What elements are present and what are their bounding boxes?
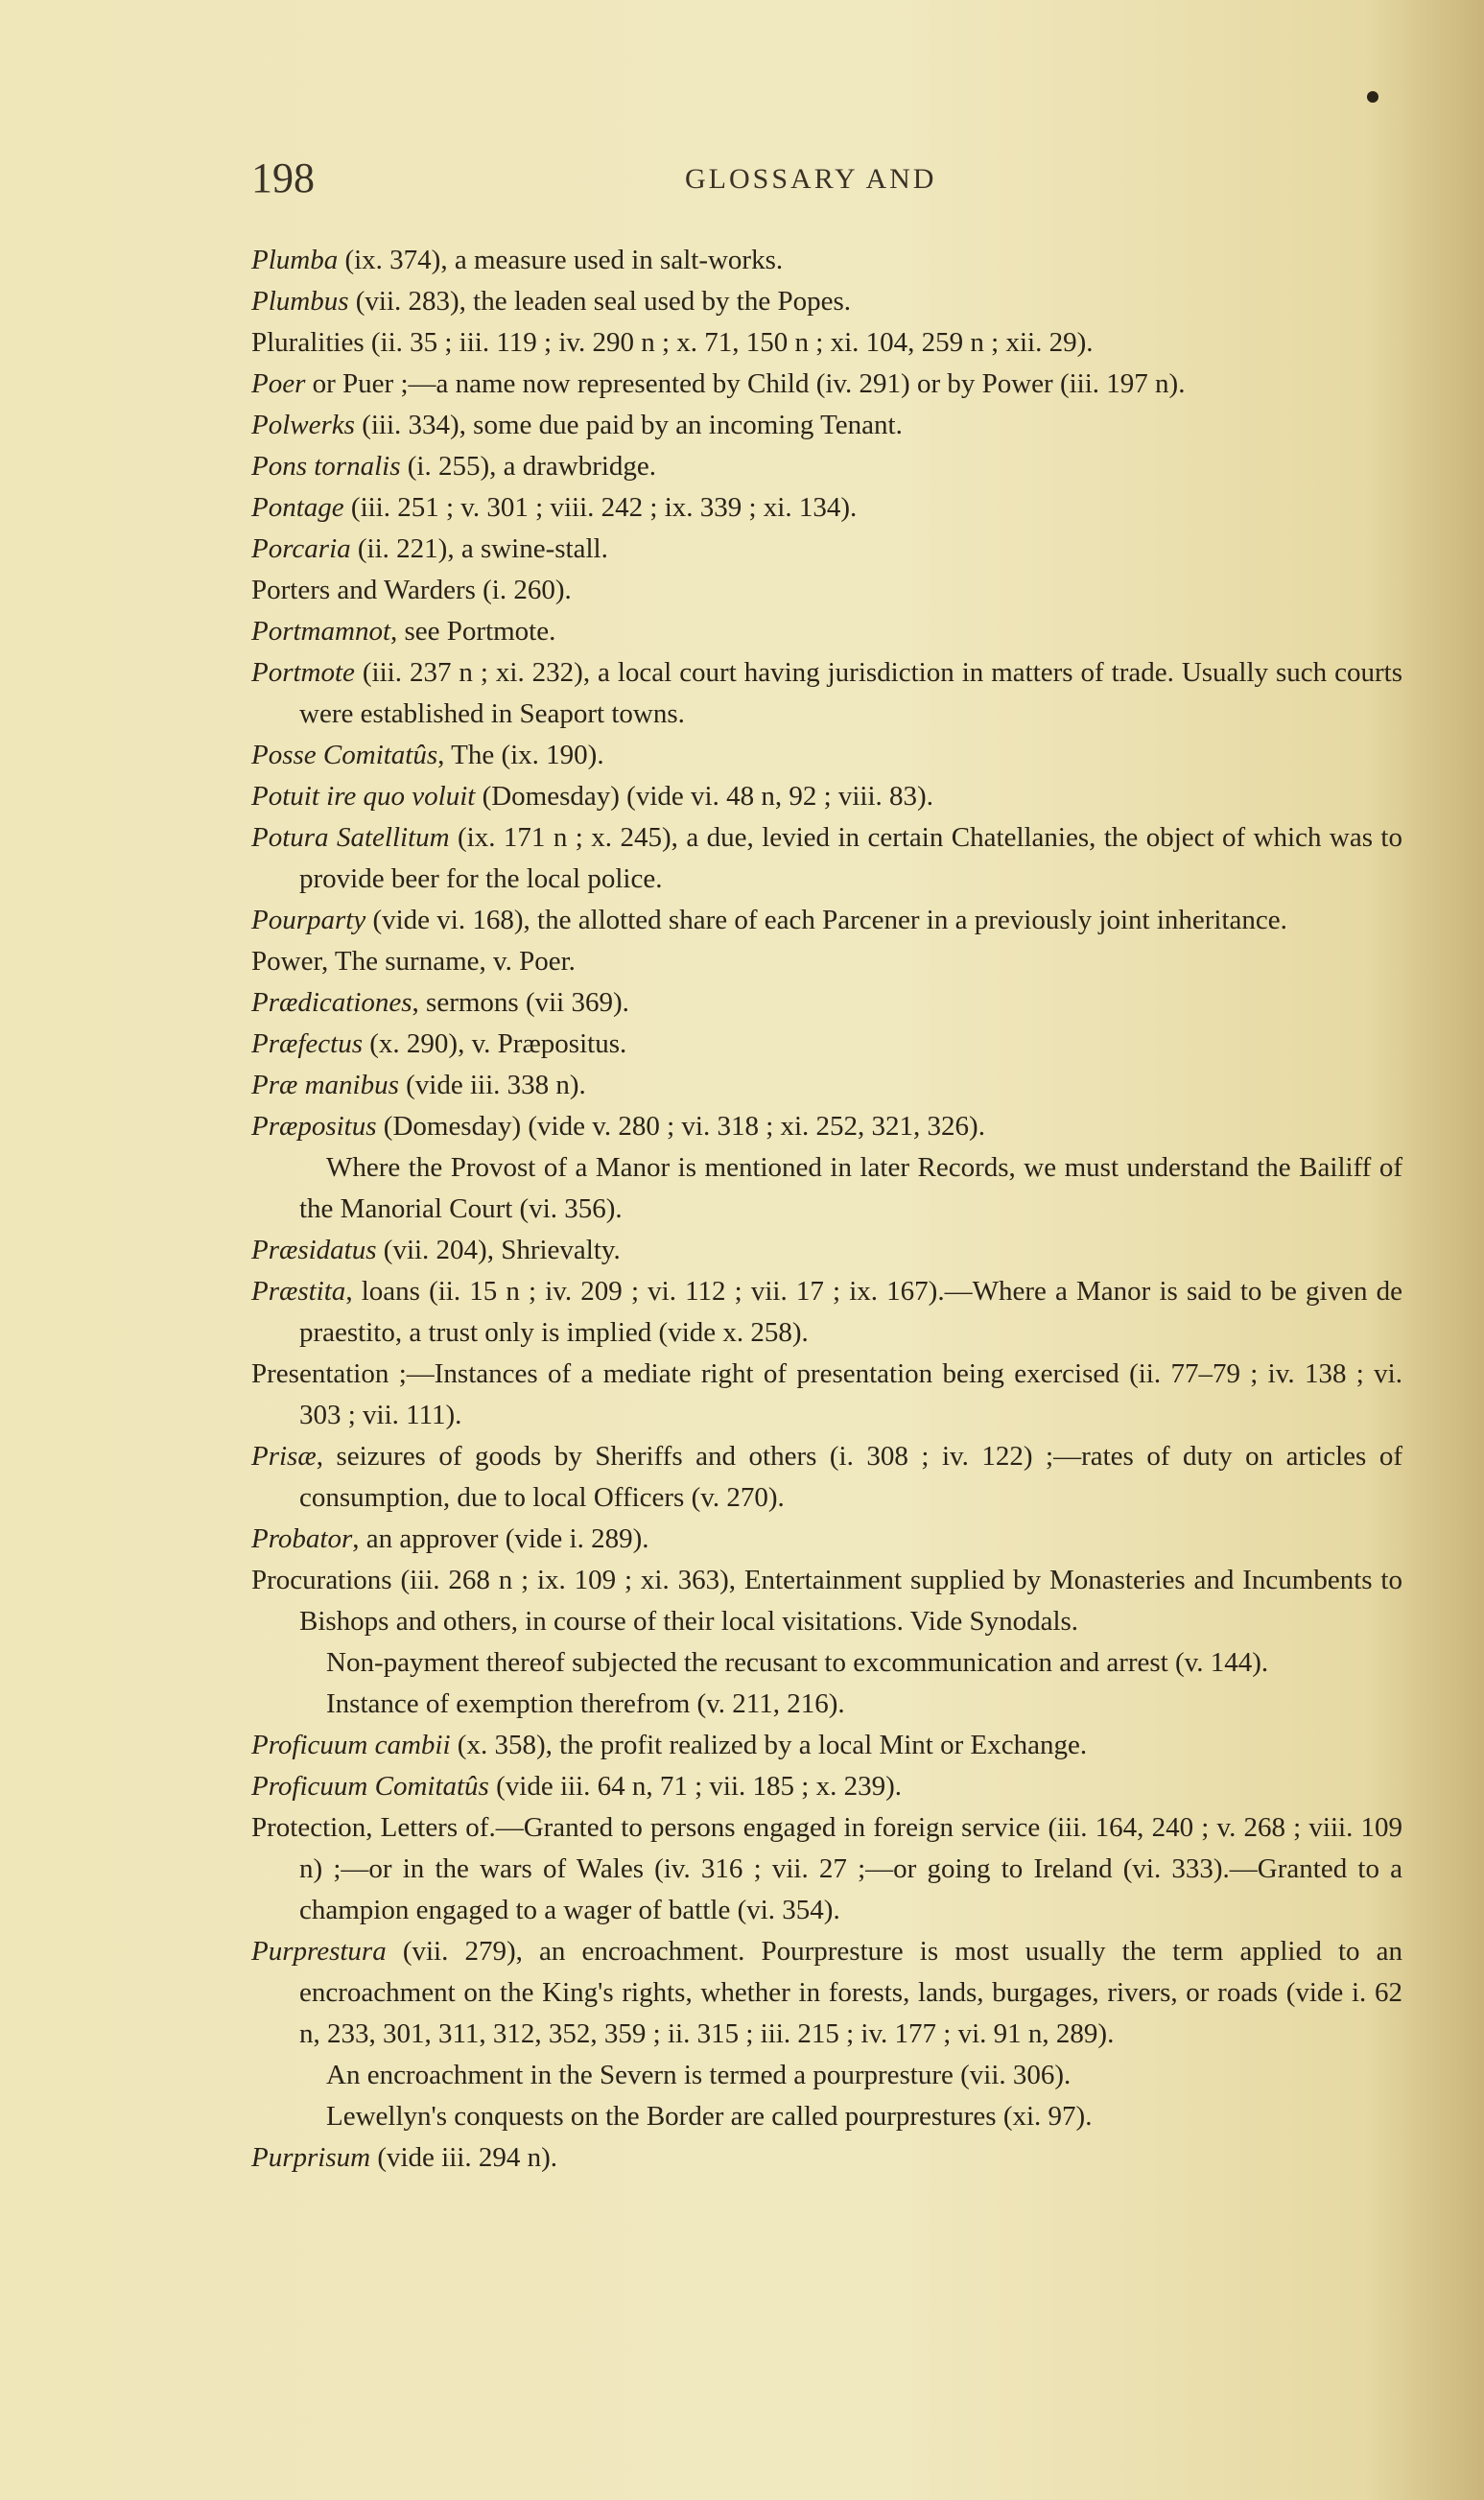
entry-term: Purprisum	[251, 2142, 371, 2173]
entry-text: Presentation ;—Instances of a mediate right of presentation being exercised (ii. 77–79 ; iv. 138 ; vi. 303 ; vii. 111).	[251, 1358, 1402, 1430]
glossary-entry	[251, 1725, 1402, 1766]
glossary-entry	[251, 1024, 1402, 1065]
glossary-subentry	[251, 1642, 1402, 1684]
glossary-entry	[251, 1065, 1402, 1106]
entry-term: Præ manibus	[251, 1070, 399, 1100]
entry-text: , seizures of goods by Sheriffs and others (i. 308 ; iv. 122) ;—rates of duty on articles of consumption, due to local Officers (v. 270).	[299, 1441, 1402, 1513]
glossary-entry	[251, 1271, 1402, 1354]
glossary-entry	[251, 487, 1402, 529]
entry-text: (Domesday) (vide v. 280 ; vi. 318 ; xi. 252, 321, 326).	[376, 1111, 985, 1142]
glossary-entry	[251, 364, 1402, 405]
entry-term: Proficuum Comitatûs	[251, 1771, 489, 1802]
glossary-entry	[251, 1931, 1402, 2055]
entry-text: (vii. 283), the leaden seal used by the Popes.	[348, 286, 851, 317]
entry-text: , loans (ii. 15 n ; iv. 209 ; vi. 112 ; vii. 17 ; ix. 167).—Where a Manor is said to be given de praestito, a trust only is implied (vide x. 258).	[299, 1276, 1402, 1348]
page-number: 198	[251, 154, 315, 201]
glossary-entry	[251, 1354, 1402, 1436]
running-head: GLOSSARY AND	[685, 163, 937, 195]
entry-term: Pourparty	[251, 905, 366, 935]
entry-text: (ix. 171 n ; x. 245), a due, levied in certain Chatellanies, the object of which was to provide beer for the local police.	[299, 822, 1402, 894]
glossary-entry	[251, 446, 1402, 487]
glossary-entry	[251, 281, 1402, 322]
glossary-entry	[251, 941, 1402, 982]
glossary-subentry	[251, 1684, 1402, 1725]
entry-text: (iii. 251 ; v. 301 ; viii. 242 ; ix. 339 ; xi. 134).	[343, 492, 858, 523]
ink-dot	[1367, 91, 1378, 103]
entry-text: (vide iii. 294 n).	[370, 2142, 557, 2173]
entry-text: Instance of exemption therefrom (v. 211, 216).	[326, 1688, 845, 1719]
entry-text: Power, The surname, v. Poer.	[251, 946, 576, 977]
entry-text: or Puer ;—a name now represented by Child (iv. 291) or by Power (iii. 197 n).	[305, 368, 1186, 399]
entry-text: (iii. 237 n ; xi. 232), a local court having jurisdiction in matters of trade. Usually such courts were established in Seaport towns.	[299, 657, 1402, 729]
entry-text: (x. 290), v. Præpositus.	[363, 1028, 627, 1059]
entry-term: Plumbus	[251, 286, 349, 317]
entry-term: Portmote	[251, 657, 355, 688]
glossary-entry	[251, 776, 1402, 817]
entry-text: Non-payment thereof subjected the recusant to excommunication and arrest (v. 144).	[326, 1647, 1269, 1678]
entry-text: An encroachment in the Severn is termed a pourpresture (vii. 306).	[326, 2060, 1072, 2090]
entry-term: Purprestura	[251, 1936, 387, 1967]
entry-text: (vide iii. 338 n).	[398, 1070, 586, 1100]
glossary-entry	[251, 1519, 1402, 1560]
entry-text: (Domesday) (vide vi. 48 n, 92 ; viii. 83).	[475, 781, 933, 812]
entry-term: Posse Comitatûs	[251, 740, 438, 770]
entry-text: , The (ix. 190).	[437, 740, 604, 770]
entry-text: Lewellyn's conquests on the Border are called pourprestures (xi. 97).	[326, 2101, 1093, 2132]
entry-text: Procurations (iii. 268 n ; ix. 109 ; xi. 363), Entertainment supplied by Monasteries and Incumbents to Bishops and others, in course of their local visitations. Vide Synodals.	[251, 1565, 1402, 1637]
entry-text: Porters and Warders (i. 260).	[251, 575, 572, 605]
entry-text: , sermons (vii 369).	[412, 987, 629, 1018]
glossary-entry	[251, 1106, 1402, 1147]
entry-text: (ix. 374), a measure used in salt-works.	[338, 245, 784, 275]
entry-term: Prisæ	[251, 1441, 317, 1472]
entry-term: Polwerks	[251, 410, 355, 440]
glossary-entry	[251, 817, 1402, 900]
glossary-entry	[251, 570, 1402, 611]
entry-term: Poer	[251, 368, 306, 399]
entry-text: (vide iii. 64 n, 71 ; vii. 185 ; x. 239).	[488, 1771, 903, 1802]
glossary-entries	[251, 240, 1402, 2179]
glossary-entry	[251, 1560, 1402, 1642]
glossary-entry	[251, 735, 1402, 776]
entry-term: Potuit ire quo voluit	[251, 781, 476, 812]
glossary-entry	[251, 1807, 1402, 1931]
entry-text: (i. 255), a drawbridge.	[400, 451, 657, 482]
glossary-entry	[251, 982, 1402, 1024]
entry-text: (vii. 204), Shrievalty.	[376, 1235, 621, 1265]
glossary-entry	[251, 611, 1402, 652]
entry-term: Probator	[251, 1523, 353, 1554]
entry-text: , an approver (vide i. 289).	[352, 1523, 649, 1554]
entry-term: Prædicationes	[251, 987, 412, 1018]
glossary-entry	[251, 1436, 1402, 1519]
entry-text: Where the Provost of a Manor is mentioned in later Records, we must understand the Bailiff of the Manorial Court (vi. 356).	[299, 1152, 1402, 1224]
glossary-entry	[251, 1766, 1402, 1807]
entry-term: Proficuum cambii	[251, 1730, 451, 1760]
entry-term: Potura Satellitum	[251, 822, 450, 853]
entry-term: Plumba	[251, 245, 339, 275]
glossary-entry	[251, 1230, 1402, 1271]
entry-term: Præsidatus	[251, 1235, 377, 1265]
page-header	[251, 153, 1402, 211]
glossary-subentry	[251, 1147, 1402, 1230]
entry-text: (ii. 221), a swine-stall.	[350, 533, 608, 564]
glossary-entry	[251, 900, 1402, 941]
glossary-entry	[251, 322, 1402, 364]
glossary-entry	[251, 405, 1402, 446]
entry-term: Porcaria	[251, 533, 351, 564]
entry-text: (vide vi. 168), the allotted share of each Parcener in a previously joint inheritance.	[365, 905, 1287, 935]
glossary-entry	[251, 240, 1402, 281]
entry-text: (x. 358), the profit realized by a local Mint or Exchange.	[450, 1730, 1088, 1760]
entry-text: Pluralities (ii. 35 ; iii. 119 ; iv. 290 n ; x. 71, 150 n ; xi. 104, 259 n ; xii. 29).	[251, 327, 1094, 358]
entry-term: Pontage	[251, 492, 344, 523]
entry-term: Præstita	[251, 1276, 346, 1307]
entry-text: (vii. 279), an encroachment. Pourpresture is most usually the term applied to an encroachment on the King's rights, whether in forests, lands, burgages, rivers, or roads (vide i. 62 n, 233, 301, 311, 312, 352, 359 ; ii. 315 ; iii. 215 ; iv. 177 ; vi. 91 n, 289).	[299, 1936, 1402, 2049]
glossary-entry	[251, 529, 1402, 570]
glossary-entry	[251, 652, 1402, 735]
entry-term: Præpositus	[251, 1111, 377, 1142]
entry-text: , see Portmote.	[390, 616, 556, 647]
entry-term: Præfectus	[251, 1028, 363, 1059]
entry-text: Protection, Letters of.—Granted to persons engaged in foreign service (iii. 164, 240 ; v. 268 ; viii. 109 n) ;—or in the wars of Wales (iv. 316 ; vii. 27 ;—or going to Ireland (vi. 333).—Granted to a champion engaged to a wager of battle (vi. 354).	[251, 1812, 1402, 1925]
entry-term: Pons tornalis	[251, 451, 401, 482]
entry-text: (iii. 334), some due paid by an incoming Tenant.	[354, 410, 903, 440]
entry-term: Portmamnot	[251, 616, 390, 647]
glossary-subentry	[251, 2096, 1402, 2137]
glossary-subentry	[251, 2055, 1402, 2096]
glossary-entry	[251, 2137, 1402, 2179]
